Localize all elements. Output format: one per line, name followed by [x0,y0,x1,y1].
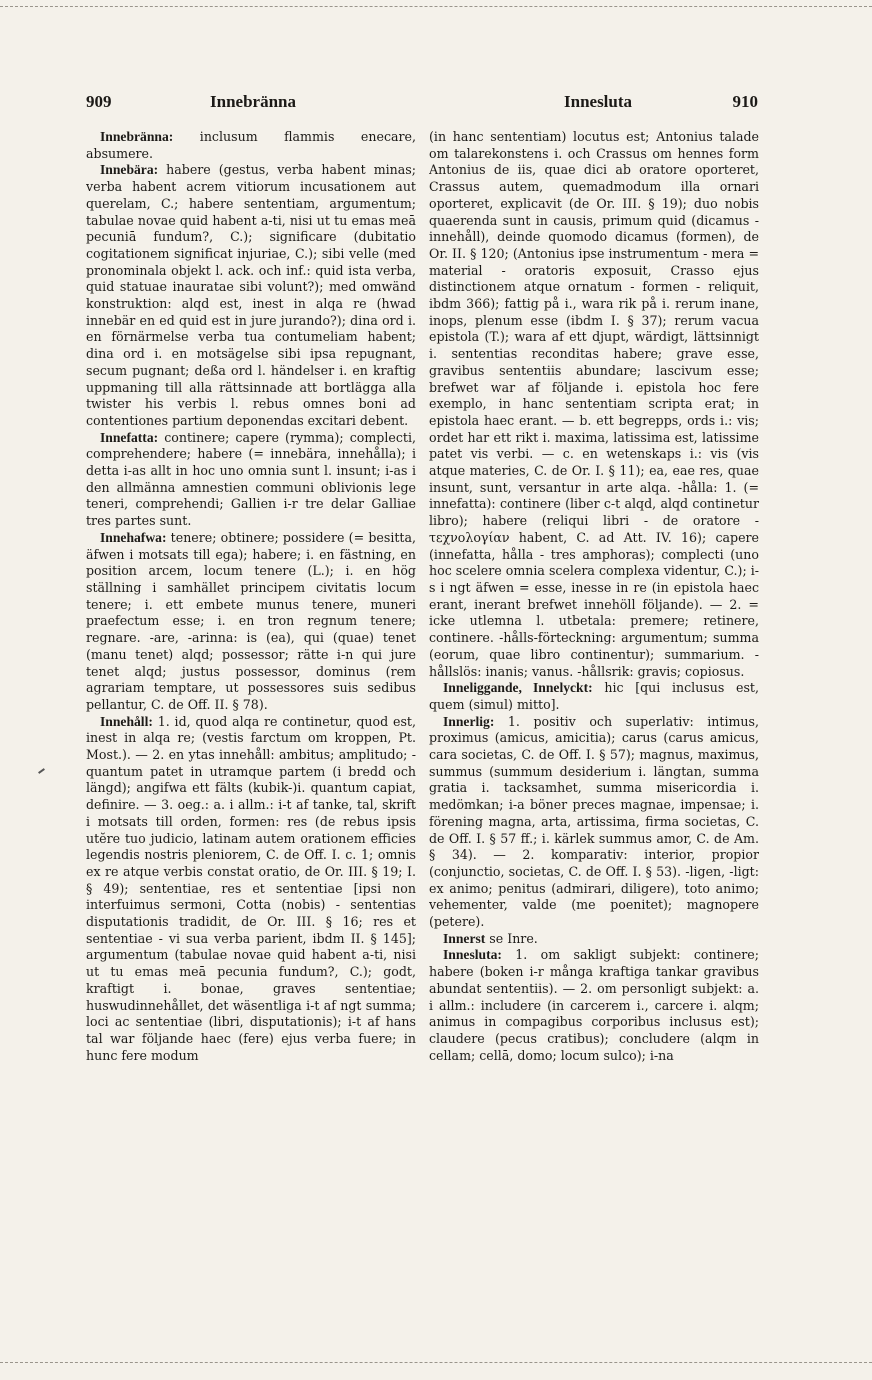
entry-text: 1. om sakligt subjekt: continere; habere (boken i-r många kraftiga tankar gravibus abundat sententiis). — 2. om personligt subjekt: a. i allm.: includere (in carcerem i., carcere i. alqm; animus in compagibus corporibus inclusus est); claudere (pecus cratibus); concludere (alqm in cellam; cellā, domo; locum sulco); i-na [429,947,759,1063]
dictionary-entry [429,931,759,948]
headword: Innesluta: [443,947,502,963]
dictionary-entry [429,947,759,1064]
guide-word-left: Innebränna [210,92,296,111]
guide-word-right: Innesluta [564,92,633,111]
entry-text: se Inre. [485,930,538,946]
headword: Innefatta: [100,429,159,445]
dictionary-entry [86,430,416,530]
entry-text: inclusum flammis enecare, absumere. [86,129,416,161]
headword: Innebränna: [100,129,174,144]
entry-text: 1. id, quod alqa re continetur, quod est, inest in alqa re; (vestis farctum om kroppen, Pt. Most.). — 2. en ytas innehåll: ambitus; amplitudo; - quantum patet in utramque partem (i bredd och längd); angifwa ett fälts (kubik-)i. quantum capiat, definire. — 3. oeg.: a. i allm.: i-t af tanke, tal, skrift i motsats till orden, formen: res (de rebus ipsis utĕre tuo judicio, latinam autem orationem efficies legendis nostris pleniorem, C. de Off. I. c. 1; omnis ex re atque verbis constat oratio, de Or. III. § 19; I. § 49); sententiae, res et sententiae [ipsi non interfuimus sermoni, Cotta (nobis) - sententias disputationis tradidit, de Or. III. § 16; res et sententiae - vi sua verba parient, ibdm II. § 145]; argumentum (tabulae novae quid habent a-ti, nisi ut tu emas meā pecunia fundum?, C.); godt, kraftigt i. bonae, graves sententiae; huswudinnehållet, det wäsentliga i-t af ngt summa; loci ac sententiae (libri, disputationis); i-t af hans tal war följande haec (fere) ejus verba fuere; in hunc fere modum [86,713,416,1063]
dictionary-entry [86,129,416,162]
scan-edge-top [0,6,872,7]
headword: Innehåll: [100,713,153,729]
headword: Innehafwa: [100,529,167,545]
left-column [86,129,416,1359]
right-column [429,129,759,1359]
page-number-right: 910 [732,92,758,111]
entry-text: (in hanc sententiam) locutus est; Antonius talade om talarekonstens i. och Crassus om hennes form Antonius de iis, quae dici ab oratore oporteret, Crassus autem, quemadmodum illa ornari oporteret, explicavit (de Or. III. § 19); duo nobis quaerenda sunt in causis, primum quid (dicamus - innehåll), deinde quomodo dicamus (formen), de Or. II. § 120; (Antonius ipse instrumentum - mera = material - oratoris exposuit, Crasso ejus distinctionem atque ornatum - formen - reliquit, ibdm 366); fattig på i., wara rik på i. rerum inane, inops, plenum esse (ibdm I. § 37); rerum vacua epistola (T.); wara af ett djupt, wärdigt, lättsinnigt i. sententias reconditas habere; grave esse, gravibus sententiis abundare; lascivum esse; brefwet war af följande i. epistola hoc fere exemplo, in hanc sententiam scripta erat; in epistola haec erant. — b. ett begrepps, ords i.: vis; ordet har ett rikt i. maxima, latissima est, latissime patet vis verbi. — c. en wetenskaps i.: vis (vis atque materies, C. de Or. I. § 11); ea, eae res, quae insunt, sunt, versantur in arte alqa. -hålla: 1. (= innefatta): continere (liber c-t alqd, alqd continetur libro); habere (reliqui libri - de oratore - τεχνολογίαν habent, C. ad Att. IV. 16); capere (innefatta, hålla - tres amphoras); complecti (uno hoc scelere omnia scelera complexa videntur, C.); i-s i ngt äfwen = esse, inesse in re (in epistola haec erant, inerant brefwet innehöll följande). — 2. = icke utlemna l. utbetala: premere; retinere, continere. -hålls-förteckning: argumentum; summa (eorum, quae libro continentur); summarium. -hållslös: inanis; vanus. -hållsrik: gravis; copiosus. [429,129,759,679]
entry-text: hic [qui inclusus est, quem (simul) mitto]. [429,680,759,712]
dictionary-entry [429,680,759,713]
headword: Innebära: [100,162,159,178]
dictionary-entry [429,714,759,931]
headword: Innerst [443,930,486,946]
dictionary-entry [86,162,416,429]
margin-mark [38,768,45,774]
dictionary-entry [86,714,416,1065]
scan-edge-bottom [0,1362,872,1363]
entry-text: tenere; obtinere; possidere (= besitta, äfwen i motsats till ega); habere; i. en fästning, en position arcem, locum tenere (L.); i. en hög ställning i samhället principem civitatis locum tenere; i. ett embete munus tenere, muneri praefectum esse; i. en tron regnum tenere; regnare. -are, -arinna: is (ea), qui (quae) tenet (manu tenet) alqd; possessor; rätte i-n qui jure tenet alqd; justus possessor, dominus (rem agrariam temptare, ut possessores suis sedibus pellantur, C. de Off. II. § 78). [86,529,416,712]
dictionary-entry [86,530,416,714]
headword: Innerlig: [443,713,495,729]
entry-text: habere (gestus, verba habent minas; verba habent acrem vitiorum incusationem aut querelam, C.; habere sententiam, argumentum; tabulae novae quid habent a-ti, nisi ut tu emas meā pecuniā fundum?, C.); significare (dubitatio cogitationem significat injuriae, C.); sibi velle (med pronominala objekt l. ack. och inf.: quid ista verba, quid statuae inauratae sibi volunt?); med omwänd konstruktion: alqd est, inest in alqa re (hwad innebär en ed quid est in jure jurando?); dina ord i. en förnärmelse verba tua contumeliam habent; dina ord i. en motsägelse sibi ipsa repugnant, secum pugnant; deßa ord l. händelser i. en kraftig uppmaning till alla rättsinnade att bortlägga alla twister his verbis l. rebus omnes boni ad contentiones partium deponendas excitari debent. [86,162,416,428]
running-header [86,92,758,116]
page-number-left: 909 [86,92,112,111]
entry-text: continere; capere (rymma); complecti, comprehendere; habere (= innebära, innehålla); i detta i-as allt in hoc uno omnia sunt l. insunt; i-as i den allmänna amnestien communi oblivionis lege teneri, comprehendi; Gallien i-r tre delar Galliae tres partes sunt. [86,429,416,529]
dictionary-entry-continued [429,129,759,680]
headword: Inneliggande, Innelyckt: [443,680,593,696]
entry-text: 1. positiv och superlativ: intimus, proximus (amicus, amicitia); carus (carus amicus, cara societas, C. de Off. I. § 57); magnus, maximus, summus (summum desiderium i. längtan, summa gratia i. tacksamhet, summa misericordia i. medömkan; i-a böner preces magnae, impensae; i. förening magna, arta, artissima, firma societas, C. de Off. I. § 57 ff.; i. kärlek summus amor, C. de Am. § 34). — 2. komparativ: interior, propior (conjunctio, societas, C. de Off. I. § 53). -ligen, -ligt: ex animo; penitus (admirari, diligere), toto animo; vehementer, valde (me poenitet); magnopere (petere). [429,713,759,930]
